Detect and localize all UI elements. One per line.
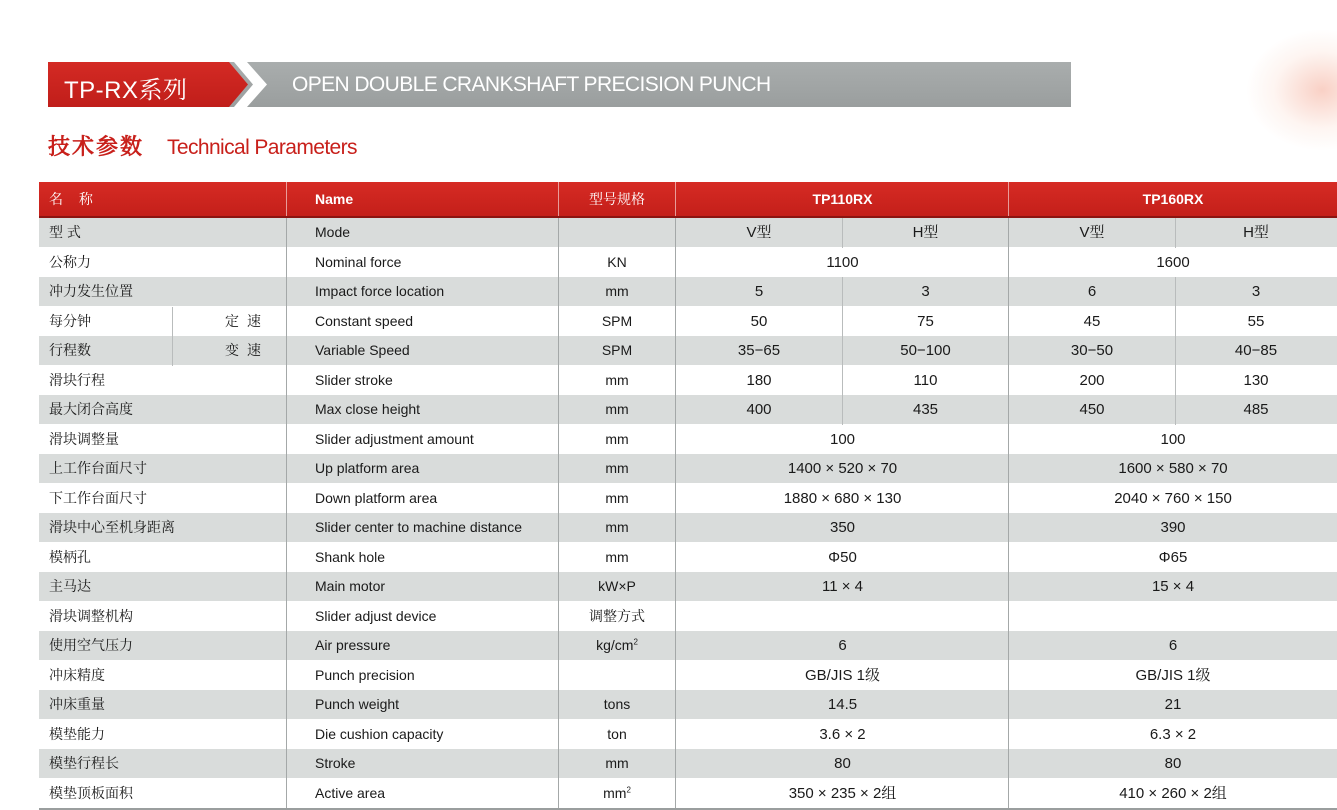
param-unit	[559, 661, 675, 690]
value-tp110rx: 1100	[826, 253, 859, 271]
param-name-en: Stroke	[315, 755, 356, 771]
param-name-cn: 下工作台面尺寸	[49, 489, 147, 506]
value-tp110rx-v: 5	[754, 283, 764, 300]
column-divider	[1008, 218, 1009, 808]
value-tp110rx-v: 180	[746, 371, 772, 389]
column-divider	[1175, 336, 1176, 366]
column-divider	[842, 277, 843, 307]
value-tp160rx: 2040 × 760 × 150	[1114, 489, 1232, 507]
table-row	[39, 543, 1337, 573]
header-divider	[286, 182, 287, 216]
param-unit	[559, 218, 675, 247]
param-name-en: Up platform area	[315, 460, 420, 476]
param-unit: mm	[605, 519, 629, 535]
param-unit: mm	[605, 371, 629, 388]
value-tp110rx: 14.5	[827, 696, 858, 713]
param-name-en: Punch precision	[315, 666, 415, 683]
value-tp160rx	[1009, 602, 1337, 631]
param-name-cn: 模柄孔	[49, 548, 91, 565]
value-tp160rx: 80	[1164, 755, 1182, 772]
value-tp110rx-h: 50−100	[900, 342, 951, 359]
param-name-cn: 滑块行程	[49, 371, 105, 388]
value-tp160rx: 6	[1168, 637, 1178, 654]
value-tp110rx-h: H型	[912, 224, 939, 241]
table-row	[39, 277, 1337, 307]
value-tp110rx: 6	[838, 637, 847, 654]
value-tp160rx-h: 485	[1243, 401, 1269, 418]
param-unit: mm	[605, 430, 629, 447]
column-divider	[842, 395, 843, 425]
section-heading-cn: 技术参数	[48, 134, 145, 159]
value-tp110rx: 3.6 × 2	[819, 725, 866, 743]
param-name-cn: 冲床重量	[49, 696, 105, 712]
value-tp160rx-v: 30−50	[1070, 342, 1114, 359]
param-subname-cn: 定速	[225, 312, 269, 329]
table-row	[39, 425, 1337, 455]
column-divider	[558, 218, 559, 808]
header-divider	[1008, 182, 1009, 216]
series-name: TP-RX系列	[64, 77, 188, 104]
column-divider	[1175, 366, 1176, 396]
param-name-en: Main motor	[315, 578, 386, 594]
value-tp160rx: 100	[1160, 430, 1186, 448]
param-name-cn: 使用空气压力	[49, 637, 133, 653]
param-name-cn: 公称力	[49, 253, 91, 270]
table-row	[39, 248, 1337, 278]
param-name-en: Constant speed	[315, 312, 414, 329]
param-name-cn: 滑块调整量	[49, 430, 119, 447]
value-tp160rx-h: H型	[1243, 224, 1269, 241]
header-divider	[675, 182, 676, 216]
value-tp160rx: 6.3 × 2	[1149, 725, 1197, 743]
value-tp110rx: 350 × 235 × 2组	[788, 784, 897, 802]
value-tp110rx: Φ50	[828, 548, 857, 566]
value-tp160rx: 1600	[1156, 253, 1190, 271]
column-divider	[1175, 277, 1176, 307]
value-tp160rx-h: 55	[1247, 312, 1265, 330]
param-name-en: Impact force location	[315, 283, 445, 299]
value-tp160rx-h: 3	[1251, 283, 1261, 300]
param-unit: ton	[607, 725, 627, 742]
param-unit: mm	[605, 401, 629, 417]
value-tp110rx	[676, 602, 1009, 631]
param-name-en: Air pressure	[315, 637, 391, 653]
section-heading-en: Technical Parameters	[167, 136, 357, 159]
param-unit: KN	[607, 253, 627, 270]
param-name-en: Slider stroke	[315, 371, 393, 388]
header-cn-name: 名 称	[49, 191, 99, 207]
table-row	[39, 395, 1337, 425]
param-name-en: Max close height	[315, 401, 421, 417]
value-tp160rx-v: 45	[1083, 312, 1101, 330]
table-header	[39, 182, 1337, 218]
table-row	[39, 749, 1337, 779]
param-name-en: Shank hole	[315, 548, 386, 565]
value-tp160rx: GB/JIS 1级	[1135, 666, 1211, 684]
header-spec: 型号规格	[589, 191, 645, 207]
table-row	[39, 661, 1337, 691]
param-name-en: Nominal force	[315, 253, 402, 270]
value-tp110rx: 100	[829, 430, 856, 448]
param-name-en: Mode	[315, 224, 351, 240]
param-name-en: Punch weight	[315, 696, 400, 712]
param-name-en: Variable Speed	[315, 342, 410, 358]
value-tp110rx-h: 110	[913, 371, 938, 389]
column-divider	[1175, 307, 1176, 337]
param-unit: $kg/cm^2$	[596, 637, 638, 653]
param-group-label: 每分钟	[49, 312, 91, 329]
value-tp160rx-h: 130	[1243, 371, 1269, 389]
decorative-glow	[1247, 30, 1337, 150]
value-tp110rx-h: 3	[921, 283, 930, 300]
value-tp110rx: 350	[829, 519, 856, 536]
param-unit: tons	[603, 696, 631, 712]
table-row	[39, 779, 1337, 809]
series-banner	[48, 62, 1071, 107]
param-name-en: Active area	[315, 784, 386, 801]
column-divider	[842, 218, 843, 248]
param-name-en: Slider adjustment amount	[315, 430, 474, 447]
column-divider	[675, 218, 676, 808]
value-tp160rx: 21	[1164, 696, 1182, 713]
param-unit: mm	[605, 548, 629, 565]
value-tp110rx-h: 75	[917, 312, 934, 330]
table-row	[39, 720, 1337, 750]
table-row	[39, 366, 1337, 396]
value-tp110rx: GB/JIS 1级	[804, 666, 881, 684]
header-model-tp160rx: TP160RX	[1142, 191, 1204, 207]
param-name-cn: 型 式	[49, 224, 81, 240]
value-tp110rx-v: 50	[750, 312, 768, 330]
param-unit: SPM	[601, 312, 633, 329]
value-tp160rx: Φ65	[1158, 548, 1188, 566]
header-en-name: Name	[315, 191, 354, 207]
param-name-cn: 最大闭合高度	[49, 401, 133, 417]
table-row	[39, 513, 1337, 543]
param-name-cn: 主马达	[49, 578, 91, 594]
param-unit: 调整方式	[589, 607, 645, 624]
value-tp110rx: 80	[834, 755, 851, 772]
table-row	[39, 307, 1337, 337]
param-unit: kW×P	[598, 578, 636, 594]
value-tp110rx-v: 35−65	[737, 342, 781, 359]
column-divider	[172, 307, 173, 366]
table-row	[39, 218, 1337, 248]
value-tp110rx-h: 435	[912, 401, 939, 418]
param-name-en: Slider adjust device	[315, 607, 437, 624]
value-tp110rx: 1880 × 680 × 130	[783, 489, 902, 507]
column-divider	[842, 336, 843, 366]
value-tp160rx: 390	[1160, 519, 1186, 536]
param-name-cn: 模垫顶板面积	[49, 784, 133, 801]
param-name-cn: 冲床精度	[49, 666, 105, 683]
value-tp160rx: 15 × 4	[1151, 578, 1195, 595]
param-unit: mm	[605, 489, 629, 506]
header-model-tp110rx: TP110RX	[812, 191, 873, 207]
value-tp160rx-v: 200	[1079, 371, 1105, 389]
table-row	[39, 690, 1337, 720]
column-divider	[1175, 395, 1176, 425]
param-unit: mm	[605, 755, 629, 771]
column-divider	[842, 307, 843, 337]
table-row	[39, 602, 1337, 632]
param-name-cn: 模垫行程长	[49, 755, 119, 771]
value-tp110rx-v: 400	[746, 401, 772, 418]
param-name-en: Down platform area	[315, 489, 438, 506]
param-name-cn: 滑块调整机构	[49, 607, 133, 624]
value-tp110rx: 1400 × 520 × 70	[787, 460, 898, 477]
param-group-label: 行程数	[49, 342, 91, 358]
value-tp160rx: 1600 × 580 × 70	[1118, 460, 1228, 477]
value-tp160rx-v: V型	[1079, 224, 1105, 241]
header-divider	[558, 182, 559, 216]
value-tp160rx-v: 6	[1087, 283, 1097, 300]
table-row	[39, 572, 1337, 602]
value-tp160rx-h: 40−85	[1234, 342, 1278, 359]
column-divider	[842, 366, 843, 396]
value-tp110rx: 11 × 4	[821, 578, 863, 595]
param-unit: SPM	[601, 342, 633, 358]
param-name-cn: 滑块中心至机身距离	[49, 519, 175, 535]
param-unit: mm	[605, 460, 629, 476]
table-row	[39, 336, 1337, 366]
param-unit: $mm^2$	[603, 784, 631, 801]
column-divider	[286, 218, 287, 808]
param-subname-cn: 变速	[225, 342, 269, 358]
value-tp110rx-v: V型	[746, 224, 772, 241]
value-tp160rx: 410 × 260 × 2组	[1119, 784, 1227, 802]
table-row	[39, 631, 1337, 661]
param-name-cn: 冲力发生位置	[49, 283, 133, 299]
column-divider	[1175, 218, 1176, 248]
param-name-en: Slider center to machine distance	[315, 519, 522, 535]
table-row	[39, 484, 1337, 514]
param-unit: mm	[605, 283, 629, 299]
value-tp160rx-v: 450	[1079, 401, 1105, 418]
param-name-cn: 模垫能力	[49, 725, 105, 742]
product-subtitle: OPEN DOUBLE CRANKSHAFT PRECISION PUNCH	[292, 73, 771, 96]
table-row	[39, 454, 1337, 484]
param-name-cn: 上工作台面尺寸	[49, 460, 147, 476]
param-name-en: Die cushion capacity	[315, 725, 444, 742]
